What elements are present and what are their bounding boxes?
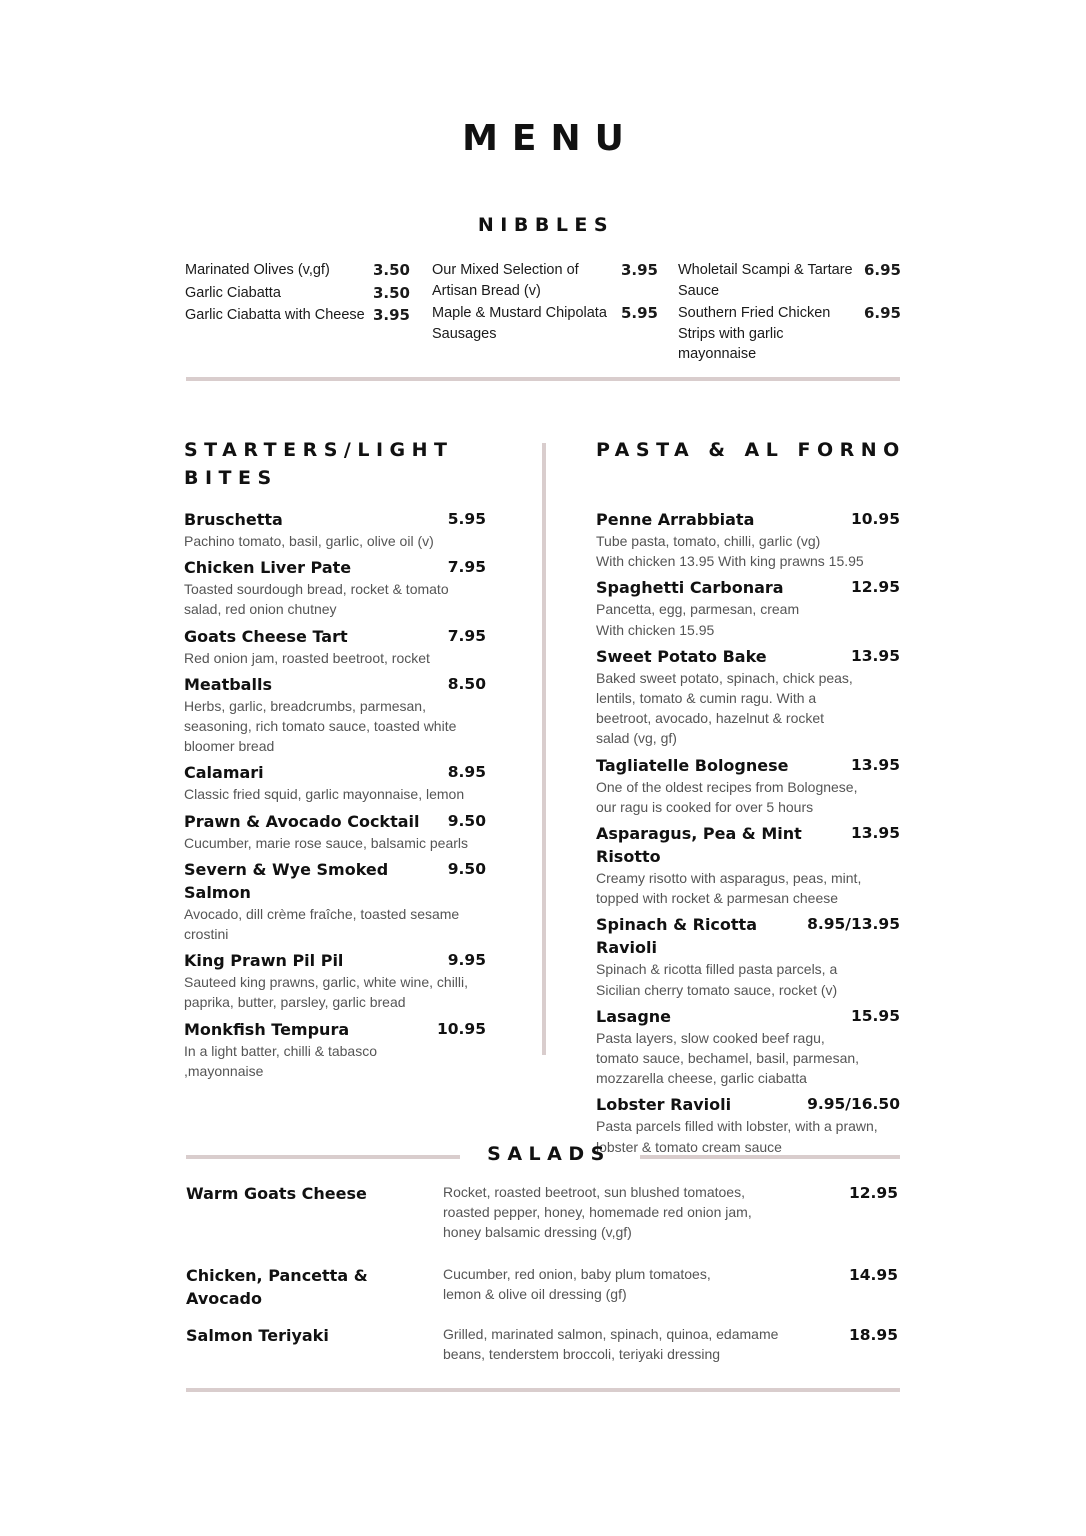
- menu-item: [184, 625, 486, 668]
- item-name: Prawn & Avocado Cocktail: [184, 811, 420, 831]
- item-price: 10.95: [850, 510, 900, 528]
- nibbles-column-1: [185, 260, 410, 328]
- item-description: Red onion jam, roasted beetroot, rocket: [184, 649, 430, 666]
- item-price: 7.95: [447, 626, 486, 645]
- item-description: Pancetta, egg, parmesan, cream: [596, 601, 800, 618]
- divider-salads-left: [186, 1155, 460, 1159]
- item-name: Warm Goats Cheese: [186, 1184, 367, 1203]
- item-name: Goats Cheese Tart: [184, 626, 348, 646]
- divider-nibbles: [186, 377, 900, 381]
- item-name: Salmon Teriyaki: [186, 1326, 329, 1345]
- item-name: Sweet Potato Bake: [596, 646, 767, 666]
- menu-item: [184, 556, 486, 619]
- item-description: Toasted sourdough bread, rocket & tomato salad, red onion chutney: [184, 581, 449, 618]
- item-description: Rocket, roasted beetroot, sun blushed tomatoes, roasted pepper, honey, homemade red onion jam, honey balsamic dressing (v,gf): [443, 1184, 752, 1241]
- item-name: Chicken, Pancetta & Avocado: [186, 1266, 368, 1308]
- nibble-name: Southern Fried Chicken Strips with garlic mayonnaise: [678, 305, 831, 362]
- item-price: 8.50: [447, 674, 486, 693]
- menu-item: [184, 858, 486, 944]
- nibble-price: 5.95: [620, 304, 658, 322]
- item-name: Asparagus, Pea & Mint Risotto: [596, 824, 802, 867]
- menu-item: [184, 508, 486, 551]
- menu-item: [596, 645, 900, 749]
- item-name: Severn & Wye Smoked Salmon: [184, 859, 389, 902]
- item-description: Pasta parcels filled with lobster, with a prawn, lobster & tomato cream sauce: [596, 1118, 878, 1155]
- item-name: Lobster Ravioli: [596, 1095, 732, 1115]
- starters-section: [184, 436, 486, 1086]
- item-description: One of the oldest recipes from Bolognese, our ragu is cooked for over 5 hours: [596, 778, 858, 815]
- item-description: Tube pasta, tomato, chilli, garlic (vg): [596, 533, 821, 549]
- item-name: Monkfish Tempura: [184, 1019, 350, 1039]
- menu-item: [184, 949, 486, 1012]
- item-price: 10.95: [436, 1019, 486, 1038]
- item-name: Lasagne: [596, 1006, 672, 1026]
- item-description: In a light batter, chilli & tabasco ,mayonnaise: [184, 1042, 377, 1079]
- nibble-price: 3.95: [372, 306, 410, 324]
- item-price: 12.95: [848, 1184, 898, 1202]
- salads-heading: SALADS: [487, 1143, 611, 1165]
- item-price: 13.95: [850, 755, 900, 774]
- item-price: 14.95: [848, 1266, 898, 1284]
- nibble-price: 3.50: [372, 261, 410, 279]
- item-name: Spaghetti Carbonara: [596, 578, 784, 598]
- nibbles-column-3: [678, 260, 901, 367]
- nibble-item: [678, 303, 901, 365]
- nibble-item: [678, 260, 901, 301]
- menu-item: [596, 1093, 900, 1156]
- nibble-name: Garlic Ciabatta: [185, 284, 281, 301]
- item-price: 18.95: [848, 1326, 898, 1344]
- nibble-name: Garlic Ciabatta with Cheese: [185, 307, 365, 323]
- menu-title: MENU: [462, 118, 638, 159]
- starters-heading: STARTERS/LIGHT BITES: [184, 439, 454, 489]
- item-description: Cucumber, red onion, baby plum tomatoes, lemon & olive oil dressing (gf): [443, 1266, 711, 1303]
- item-price: 8.95: [447, 763, 486, 782]
- nibble-name: Wholetail Scampi & Tartare Sauce: [678, 262, 853, 299]
- item-description: Creamy risotto with asparagus, peas, mint, topped with rocket & parmesan cheese: [596, 870, 862, 907]
- item-price: 7.95: [447, 558, 486, 577]
- nibble-name: Our Mixed Selection of Artisan Bread (v): [432, 262, 579, 299]
- item-name: Chicken Liver Pate: [184, 558, 352, 578]
- item-description: Cucumber, marie rose sauce, balsamic pearls: [184, 834, 469, 851]
- nibble-price: 6.95: [863, 304, 901, 322]
- menu-item: [596, 822, 900, 908]
- item-description: Herbs, garlic, breadcrumbs, parmesan, seasoning, rich tomato sauce, toasted white bloomer bread: [184, 697, 457, 755]
- item-name: Bruschetta: [184, 510, 283, 529]
- nibbles-column-2: [432, 260, 658, 346]
- item-description: Pachino tomato, basil, garlic, olive oil (v): [184, 533, 434, 549]
- item-description: Baked sweet potato, spinach, chick peas, lentils, tomato & cumin ragu. With a beetroot, avocado, hazelnut & rocket salad (vg, gf): [596, 669, 853, 747]
- item-price: 9.95/16.50: [807, 1095, 900, 1114]
- nibble-item: [432, 260, 658, 301]
- item-price: 8.95/13.95: [807, 915, 900, 934]
- item-description: Grilled, marinated salmon, spinach, quinoa, edamame beans, tenderstem broccoli, teriyaki dressing: [443, 1326, 779, 1363]
- column-divider: [542, 443, 546, 1055]
- menu-item: [596, 913, 900, 999]
- nibble-item: [185, 305, 410, 326]
- nibble-name: Marinated Olives (v,gf): [185, 262, 330, 278]
- menu-item: [184, 1018, 486, 1081]
- menu-item: [596, 508, 900, 571]
- pasta-heading: PASTA & AL FORNO: [596, 439, 906, 461]
- item-price: 13.95: [850, 646, 900, 665]
- nibble-item: [185, 283, 410, 304]
- menu-item: [184, 761, 486, 804]
- nibble-price: 3.50: [372, 283, 410, 302]
- item-extra: With chicken 15.95: [596, 621, 715, 638]
- nibble-price: 6.95: [863, 261, 901, 279]
- item-description: Spinach & ricotta filled pasta parcels, a Sicilian cherry tomato sauce, rocket (v): [596, 961, 838, 998]
- item-price: 15.95: [850, 1006, 900, 1025]
- item-price: 13.95: [850, 824, 900, 843]
- pasta-section: [596, 436, 906, 1162]
- item-name: Spinach & Ricotta Ravioli: [596, 915, 757, 958]
- item-description: Classic fried squid, garlic mayonnaise, lemon: [184, 786, 465, 803]
- item-name: Tagliatelle Bolognese: [596, 755, 789, 775]
- item-price: 9.95: [447, 951, 486, 970]
- item-extra: With chicken 13.95 With king prawns 15.95: [596, 553, 864, 570]
- item-name: Penne Arrabbiata: [596, 510, 755, 529]
- nibble-item: [185, 260, 410, 281]
- item-price: 5.95: [447, 510, 486, 528]
- nibble-name: Maple & Mustard Chipolata Sausages: [432, 305, 607, 342]
- item-description: Pasta layers, slow cooked beef ragu, tomato sauce, bechamel, basil, parmesan, mozzarella cheese, garlic ciabatta: [596, 1029, 860, 1087]
- item-name: Meatballs: [184, 674, 272, 694]
- item-price: 9.50: [447, 859, 486, 878]
- item-description: Sauteed king prawns, garlic, white wine, chilli, paprika, butter, parsley, garlic bread: [184, 974, 469, 1011]
- menu-item: [184, 810, 486, 853]
- menu-item: [596, 1005, 900, 1089]
- menu-item: [184, 673, 486, 757]
- item-price: 12.95: [850, 578, 900, 597]
- nibble-item: [432, 303, 658, 344]
- item-description: Avocado, dill crème fraîche, toasted sesame crostini: [184, 905, 460, 943]
- menu-item: [596, 754, 900, 817]
- menu-item: [596, 576, 900, 639]
- item-name: Calamari: [184, 763, 264, 783]
- item-price: 9.50: [447, 811, 486, 830]
- nibbles-heading: NIBBLES: [477, 214, 615, 236]
- nibble-price: 3.95: [620, 261, 658, 279]
- divider-bottom: [186, 1388, 900, 1392]
- item-name: King Prawn Pil Pil: [184, 951, 344, 971]
- divider-salads-right: [640, 1155, 900, 1159]
